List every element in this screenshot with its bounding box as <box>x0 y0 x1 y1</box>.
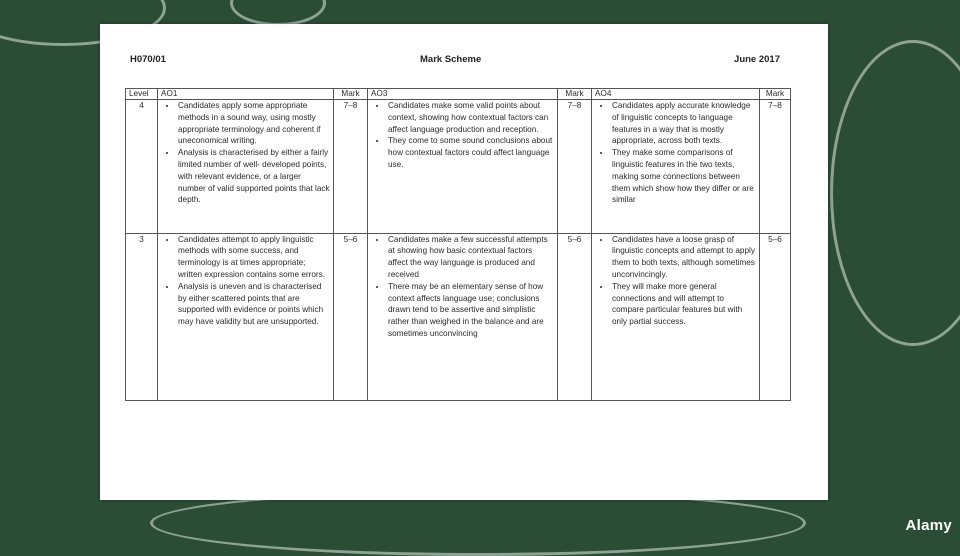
mark-cell: 7–8 <box>334 100 368 234</box>
document-title: Mark Scheme <box>420 54 482 65</box>
mark-cell: 5–6 <box>760 233 791 400</box>
header-ao4: AO4 <box>592 89 760 100</box>
descriptor-point: • Candidates apply some appropriate methods in a sound way, using mostly appropriate terminology and coherent if uneconomical writing. <box>177 100 330 147</box>
descriptor-point: • They will make more general connections and will attempt to compare particular features but with only partial success. <box>611 281 756 328</box>
header-level: Level <box>126 89 158 100</box>
ao1-cell <box>158 100 334 234</box>
descriptor-point: • Candidates have a loose grasp of linguistic concepts and attempt to apply them to both texts, although sometimes unconvincingly. <box>611 234 756 281</box>
ao3-cell <box>368 100 558 234</box>
descriptor-point: • There may be an elementary sense of how context affects language use; conclusions drawn tend to be assertive and simplistic rather than weighed in the balance and are sometimes unconvincing <box>387 281 554 340</box>
descriptor-point: • Analysis is uneven and is characterised by either scattered points that are supported with evidence or points which may have validity but are unsupported. <box>177 281 330 328</box>
table-row <box>126 100 791 234</box>
descriptor-point: • Candidates attempt to apply linguistic methods with some success, and terminology is at times appropriate; written expression contains some errors. <box>177 234 330 281</box>
header-mark: Mark <box>558 89 592 100</box>
document-date: June 2017 <box>734 54 780 65</box>
page-header <box>130 54 780 68</box>
ao4-cell <box>592 100 760 234</box>
mark-cell: 5–6 <box>334 233 368 400</box>
table-row <box>126 233 791 400</box>
stock-watermark: Alamy <box>905 517 952 534</box>
descriptor-point: • Analysis is characterised by either a fairly limited number of well- developed points, with relevant evidence, or a larger number of valid supported points that lack depth. <box>177 147 330 206</box>
header-ao1: AO1 <box>158 89 334 100</box>
descriptor-point: • They come to some sound conclusions about how contextual factors could affect language use. <box>387 135 554 170</box>
header-ao3: AO3 <box>368 89 558 100</box>
chalk-stroke <box>230 0 326 26</box>
document-code: H070/01 <box>130 54 166 65</box>
mark-cell: 7–8 <box>760 100 791 234</box>
mark-cell: 7–8 <box>558 100 592 234</box>
ao1-cell <box>158 233 334 400</box>
ao3-cell <box>368 233 558 400</box>
descriptor-point: • They make some comparisons of linguistic features in the two texts, making some connections between them which show how they differ or are similar <box>611 147 756 206</box>
descriptor-point: • Candidates apply accurate knowledge of linguistic concepts to language features in a way that is mostly appropriate, across both texts. <box>611 100 756 147</box>
header-mark: Mark <box>760 89 791 100</box>
mark-scheme-page <box>100 24 828 500</box>
level-cell: 3 <box>126 233 158 400</box>
mark-cell: 5–6 <box>558 233 592 400</box>
descriptor-point: • Candidates make a few successful attempts at showing how basic contextual factors affect the way language is produced and received <box>387 234 554 281</box>
table-header-row <box>126 89 791 100</box>
header-mark: Mark <box>334 89 368 100</box>
chalk-stroke <box>830 40 960 346</box>
descriptor-point: • Candidates make some valid points about context, showing how contextual factors can affect language production and reception. <box>387 100 554 135</box>
level-cell: 4 <box>126 100 158 234</box>
ao4-cell <box>592 233 760 400</box>
mark-scheme-table <box>125 88 791 401</box>
